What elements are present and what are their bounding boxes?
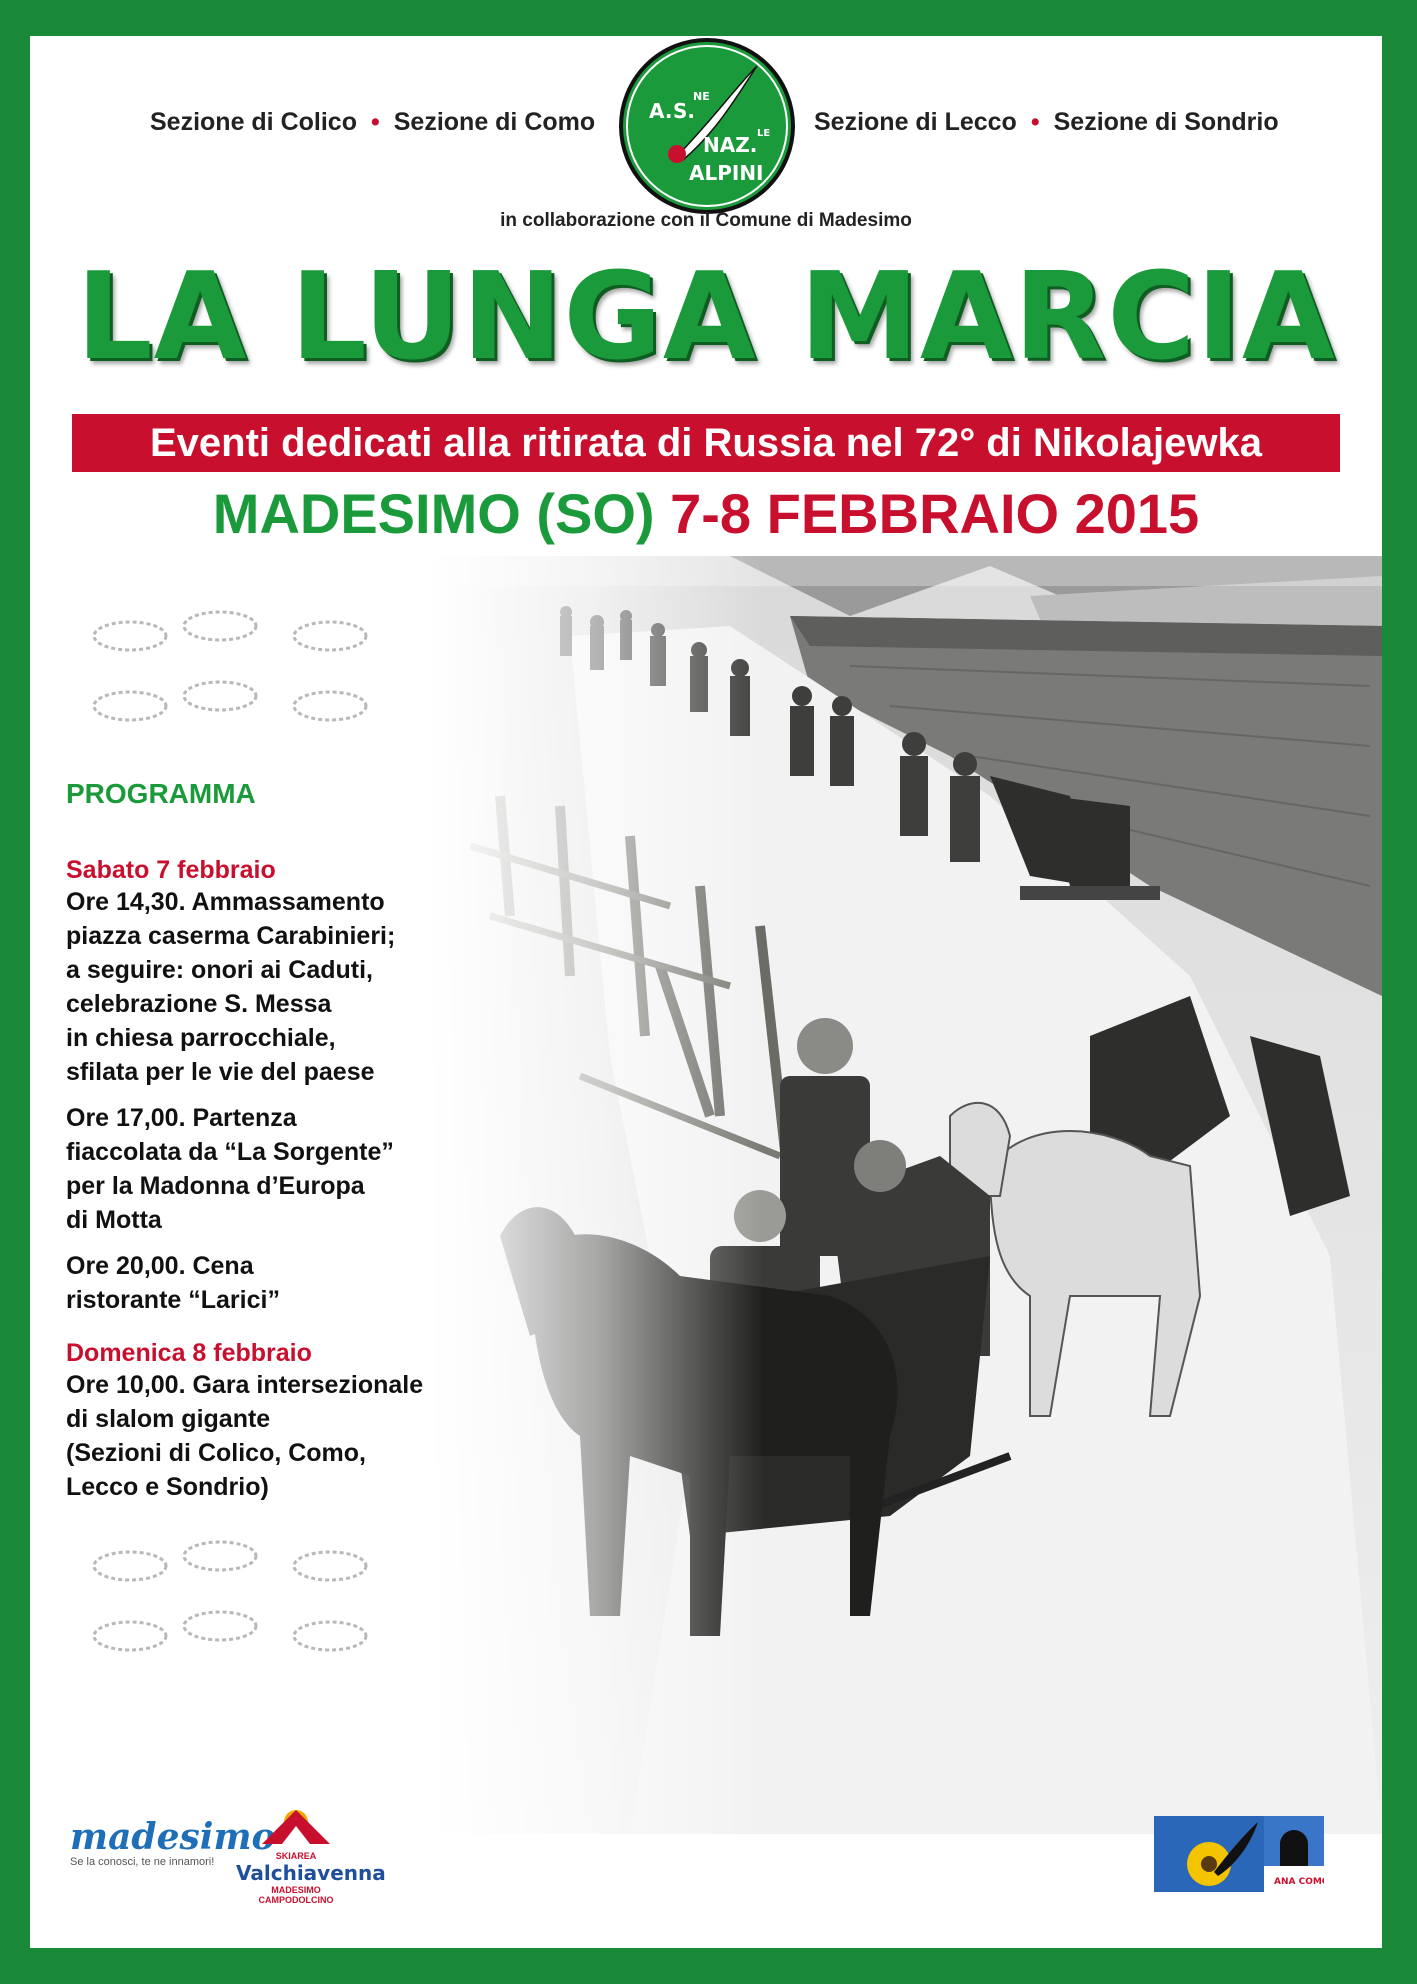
logo-s: S. — [673, 99, 696, 123]
section-como: Sezione di Como — [393, 108, 596, 136]
ana-alpini-logo — [617, 36, 797, 216]
subtitle-banner: Eventi dedicati alla ritirata di Russia nel 72° di Nikolajewka — [72, 414, 1340, 472]
program-item: Ore 14,30. Ammassamento piazza caserma Carabinieri; a seguire: onori ai Caduti, celebrazione S. Messa in chiesa parrocchiale, sfilata per le vie del paese — [66, 888, 396, 1086]
program-item: Ore 20,00. Cena ristorante “Larici” — [66, 1252, 280, 1314]
main-title: LA LUNGA MARCIA — [76, 248, 1336, 387]
separator-dot: • — [1030, 108, 1040, 136]
section-lecco: Sezione di Lecco — [814, 108, 1017, 136]
event-location: MADESIMO (SO) — [212, 482, 655, 545]
section-sondrio: Sezione di Sondrio — [1053, 108, 1279, 136]
logo-naz: NAZ. — [703, 133, 758, 157]
collaboration-note: in collaborazione con il Comune di Madesimo — [500, 210, 912, 231]
logo-a: A. — [649, 99, 673, 123]
program — [66, 778, 496, 1516]
madesimo-wordmark: madesimo — [70, 1816, 276, 1858]
madesimo-logo — [70, 1816, 276, 1868]
sun-mountain-icon — [256, 1796, 336, 1846]
sections-right — [814, 108, 1279, 137]
program-heading: PROGRAMMA — [66, 778, 256, 809]
separator-dot: • — [370, 108, 380, 136]
logo-ne: NE — [693, 90, 710, 103]
sections-left — [150, 108, 595, 137]
program-item: Ore 10,00. Gara intersezionale di slalom gigante (Sezioni di Colico, Como, Lecco e Sondrio) — [66, 1371, 424, 1501]
ana-como-label: ANA COMO — [1274, 1877, 1324, 1887]
event-dates: 7-8 FEBBRAIO 2015 — [670, 482, 1200, 545]
logo-alpini: ALPINI — [689, 161, 764, 185]
program-day-saturday: Sabato 7 febbraio — [66, 856, 276, 884]
footprints-bottom — [70, 1526, 400, 1691]
section-colico: Sezione di Colico — [150, 108, 357, 136]
valchiavenna-town: MADESIMO — [271, 1885, 321, 1895]
poster — [30, 36, 1382, 1948]
logo-le: LE — [757, 128, 771, 139]
madesimo-tagline: Se la conosci, te ne innamori! — [70, 1856, 215, 1868]
footprints-top — [70, 596, 400, 761]
event-dateline — [30, 482, 1382, 545]
program-item: Ore 17,00. Partenza fiaccolata da “La Sorgente” per la Madonna d’Europa di Motta — [66, 1104, 394, 1234]
program-day-sunday: Domenica 8 febbraio — [66, 1339, 312, 1367]
valchiavenna-wordmark: Valchiavenna — [236, 1861, 386, 1885]
historic-photo — [430, 556, 1382, 1834]
valchiavenna-logo — [236, 1796, 386, 1905]
skiarea-label: SKIAREA — [275, 1851, 317, 1861]
ana-como-logo — [1154, 1816, 1324, 1892]
valchiavenna-town: CAMPODOLCINO — [258, 1895, 334, 1905]
